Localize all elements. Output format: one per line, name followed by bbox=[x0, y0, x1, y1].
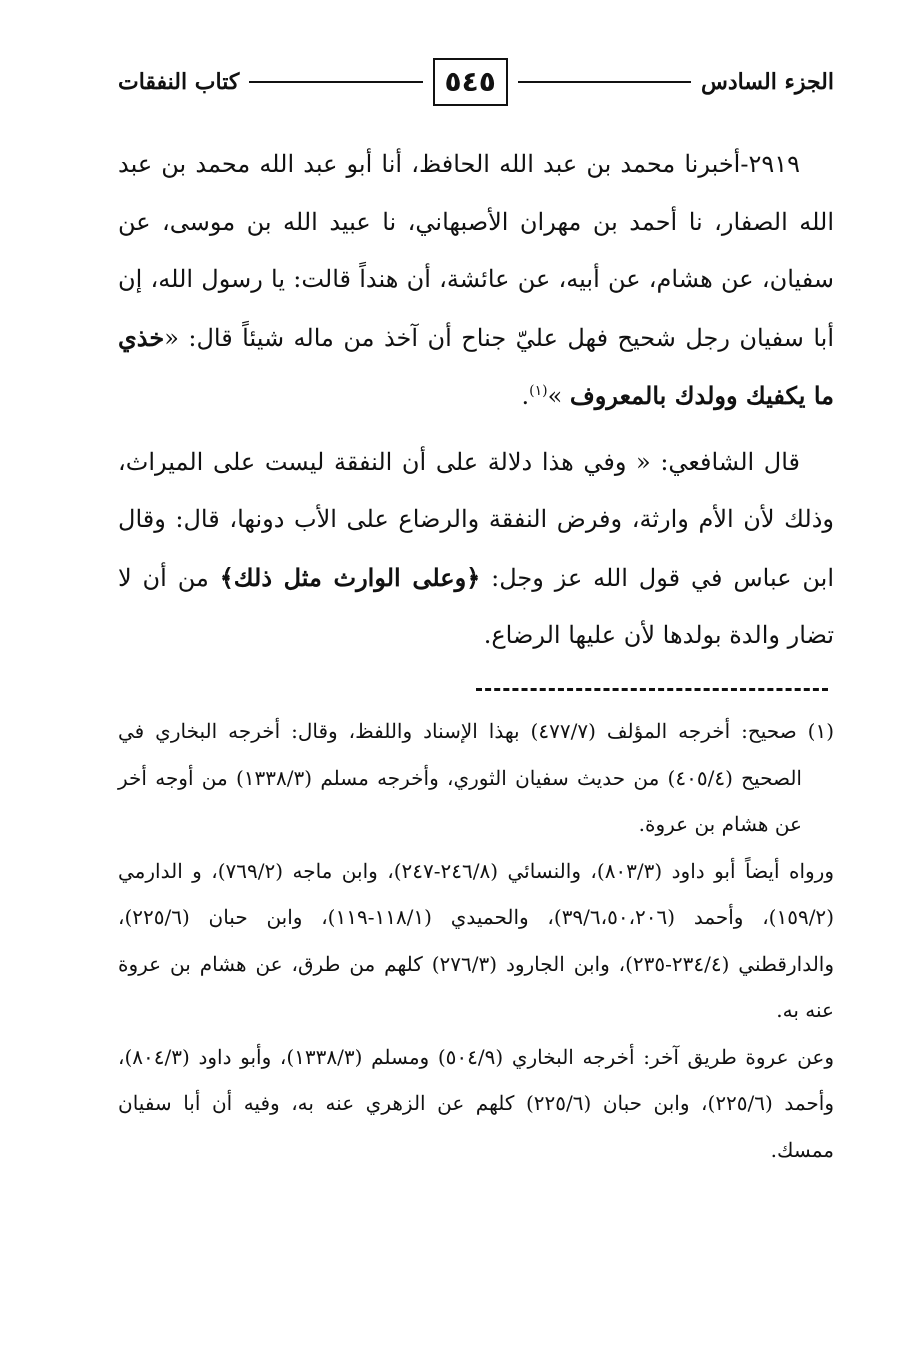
main-text bbox=[118, 136, 834, 665]
quran-verse: ﴿وعلى الوارث مثل ذلك﴾ bbox=[219, 562, 481, 592]
hadith-quote-close: » bbox=[547, 382, 570, 410]
commentary-paragraph bbox=[118, 434, 834, 665]
footnote-1-continuation: وعن عروة طريق آخر: أخرجه البخاري (٥٠٤/٩) ومسلم (١٣٣٨/٣)، وأبو داود (٨٠٤/٣)، وأحمد (٢٢٥/٦)، وابن حبان (٢٢٥/٦) كلهم عن الزهري عنه به، وفيه أن أبا سفيان ممسك. bbox=[118, 1044, 834, 1162]
commentary-text: قال الشافعي: « وفي هذا دلالة على أن النفقة ليست على الميراث، وذلك لأن الأم وارثة، وفرض النفقة والرضاع على الأب دونها، قال: وقال ابن عباس في قول الله عز وجل: bbox=[118, 447, 835, 592]
footnote-separator bbox=[476, 688, 828, 691]
footnote-1: (١) صحيح: أخرجه المؤلف (٤٧٧/٧) بهذا الإسناد واللفظ، وقال: أخرجه البخاري في الصحيح (٤٠٥/٤) من حديث سفيان الثوري، وأخرجه مسلم (١٣٣٨/٣) من أوجه أخر عن هشام بن عروة. bbox=[118, 719, 834, 836]
book-title: كتاب النفقات bbox=[118, 69, 240, 95]
commentary-text-end: من أن لا تضار والدة بولدها لأن عليها الرضاع. bbox=[118, 563, 834, 649]
page-number: ٥٤٥ bbox=[433, 58, 508, 106]
footnote-reference[interactable]: (١) bbox=[529, 383, 548, 399]
hadith-quote: خذي ما يكفيك وولدك بالمعروف bbox=[118, 322, 834, 410]
hadith-text: ٢٩١٩-أخبرنا محمد بن عبد الله الحافظ، أنا أبو عبد الله محمد بن عبد الله الصفار، نا أحمد بن مهران الأصبهاني، نا عبيد الله بن موسى، عن سفيان، عن هشام، عن أبيه، عن عائشة، أن هنداً قالت: يا رسول الله، إن أبا سفيان رجل شحيح فهل عليّ جناح أن آخذ من ماله شيئاً قال: « bbox=[118, 150, 834, 352]
hadith-paragraph bbox=[118, 136, 834, 426]
footnote-1-continuation: ورواه أيضاً أبو داود (٨٠٣/٣)، والنسائي (٢٤٦/٨-٢٤٧)، وابن ماجه (٧٦٩/٢)، و الدارمي (١٥٩/٢)، وأحمد (٣٩/٦،٥٠،٢٠٦)، والحميدي (١١٨/١-١١٩)، وابن حبان (٢٢٥/٦)، والدارقطني (٢٣٤/٤-٢٣٥)، وابن الجارود (٢٧٦/٣) كلهم من طرق، عن هشام بن عروة عنه به. bbox=[118, 858, 835, 1022]
header-rule bbox=[249, 81, 422, 83]
header-rule bbox=[518, 81, 691, 83]
hadith-end: . bbox=[521, 382, 530, 410]
footnotes bbox=[118, 708, 834, 1173]
page-header bbox=[118, 52, 834, 112]
volume-title: الجزء السادس bbox=[701, 69, 834, 95]
